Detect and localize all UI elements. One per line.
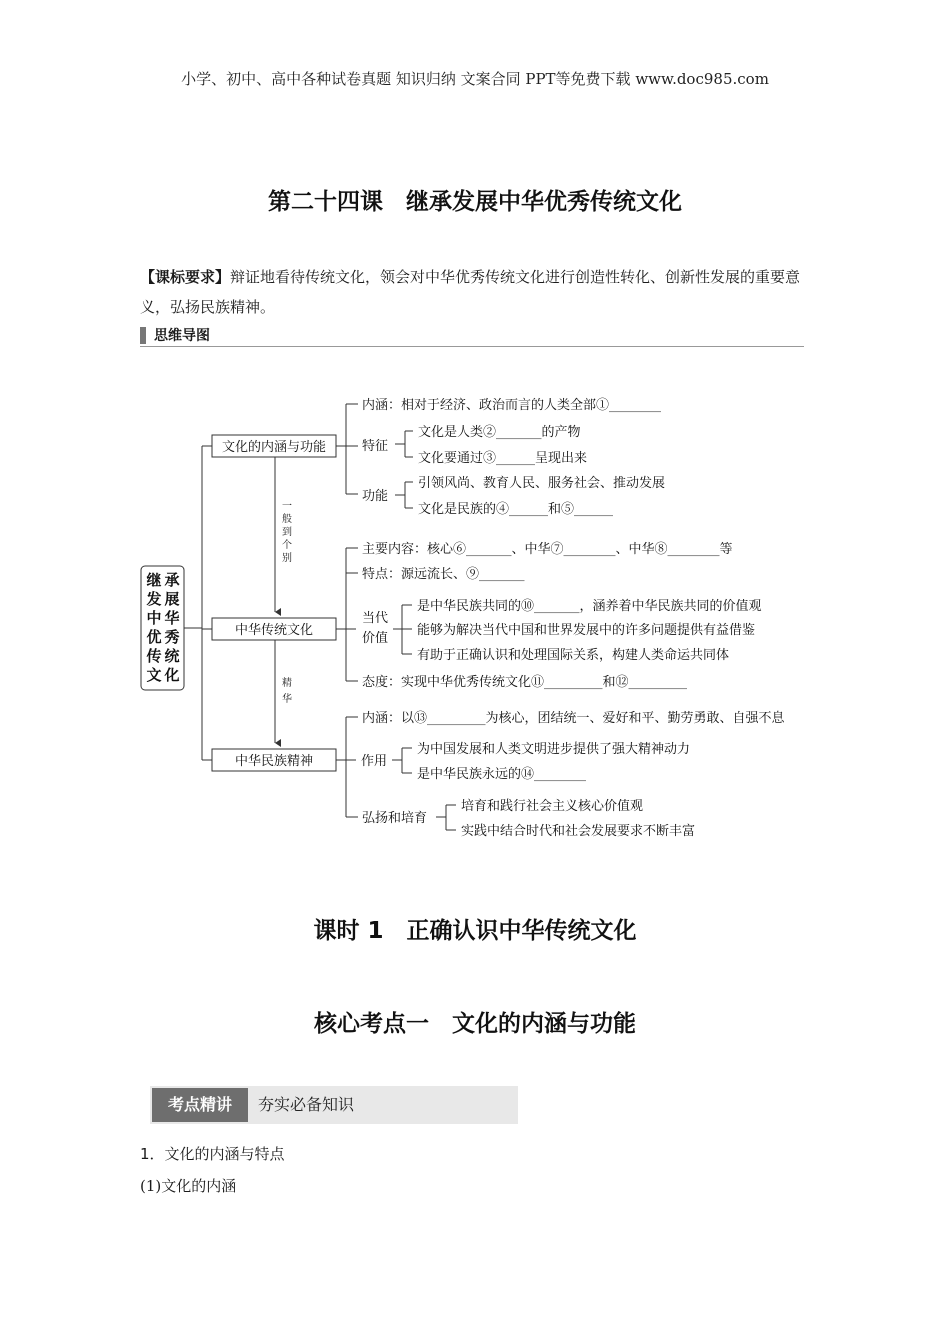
b1-gongneng-label: 功能 [362, 489, 389, 504]
b1-tezheng-label: 特征 [362, 439, 389, 454]
branch3-label: 中华民族精神 [234, 754, 314, 769]
section-tag [150, 1086, 518, 1124]
b2-jiazhi-item: 是中华民族共同的⑩_______，涵养着中华民族共同的价值观 [417, 599, 762, 614]
root-char: 承 [164, 571, 180, 589]
b2-neirong: 主要内容：核心⑥_______、中华⑦________、中华⑧________等 [362, 542, 733, 557]
subsection-heading: (1)文化的内涵 [140, 1177, 237, 1195]
b3-hongyang-label: 弘扬和培育 [362, 811, 428, 826]
svg-text:个: 个 [282, 540, 292, 551]
b1-gongneng-item: 引领风尚、教育人民、服务社会、推动发展 [418, 476, 666, 491]
mindmap-section-label: 思维导图 [154, 328, 210, 344]
branch1-label: 文化的内涵与功能 [221, 440, 327, 455]
root-char: 发 [146, 590, 162, 608]
root-char: 秀 [164, 628, 180, 646]
b3-hongyang-item: 实践中结合时代和社会发展要求不断丰富 [461, 824, 696, 839]
svg-text:一: 一 [282, 501, 292, 512]
b2-taidu: 态度：实现中华优秀传统文化⑪_________和⑫_________ [362, 675, 688, 690]
b2-jiazhi-item: 有助于正确认识和处理国际关系，构建人类命运共同体 [417, 648, 730, 663]
tag-dark-label: 考点精讲 [152, 1088, 248, 1122]
section-heading: 1．文化的内涵与特点 [140, 1145, 285, 1163]
svg-text:华: 华 [282, 694, 292, 705]
requirement-label: 【课标要求】 [140, 268, 231, 286]
b1-neihan: 内涵：相对于经济、政治而言的人类全部①________ [362, 398, 662, 413]
b3-zuoyong-label: 作用 [361, 754, 388, 769]
arrow1-label [282, 501, 292, 564]
svg-text:般: 般 [282, 514, 292, 525]
b2-jiazhi-label: 价值 [362, 631, 389, 646]
root-char: 传 [146, 647, 162, 665]
root-char: 华 [164, 609, 180, 627]
b1-tezheng-item: 文化是人类②_______的产物 [418, 425, 581, 440]
b2-jiazhi-label: 当代 [362, 611, 389, 626]
root-char: 文 [146, 666, 162, 684]
root-char: 统 [164, 647, 180, 665]
arrow2-label [282, 676, 292, 705]
svg-text:到: 到 [282, 527, 292, 538]
root-char: 化 [164, 666, 180, 684]
b3-hongyang-item: 培育和践行社会主义核心价值观 [461, 799, 644, 814]
b2-jiazhi-item: 能够为解决当代中国和世界发展中的许多问题提供有益借鉴 [417, 623, 756, 638]
b3-zuoyong-item: 为中国发展和人类文明进步提供了强大精神动力 [417, 742, 691, 757]
root-char: 优 [146, 628, 162, 646]
b3-zuoyong-item: 是中华民族永远的⑭________ [417, 767, 587, 782]
svg-text:别: 别 [282, 553, 292, 564]
tag-light-label: 夯实必备知识 [258, 1095, 355, 1114]
b1-gongneng-item: 文化是民族的④______和⑤______ [418, 502, 614, 517]
root-char: 中 [146, 609, 162, 627]
requirement-text: 辩证地看待传统文化，领会对中华优秀传统文化进行创造性转化、创新性发展的重要意义，弘扬民族精神。 [140, 268, 801, 316]
root-char: 继 [146, 571, 162, 589]
point-title: 核心考点一 文化的内涵与功能 [314, 1011, 636, 1037]
class-title: 课时 1 正确认识中华传统文化 [313, 918, 637, 944]
svg-text:精: 精 [282, 678, 292, 689]
b3-neihan: 内涵：以⑬_________为核心，团结统一、爱好和平、勤劳勇敢、自强不息 [362, 711, 785, 726]
b1-tezheng-item: 文化要通过③______呈现出来 [418, 451, 588, 466]
b2-tedian: 特点：源远流长、⑨_______ [362, 567, 525, 582]
branch2-label: 中华传统文化 [234, 623, 314, 638]
page-header: 小学、初中、高中各种试卷真题 知识归纳 文案合同 PPT等免费下载 www.doc985.com [181, 70, 769, 88]
root-char: 展 [164, 590, 180, 608]
lesson-title: 第二十四课 继承发展中华优秀传统文化 [268, 189, 682, 215]
